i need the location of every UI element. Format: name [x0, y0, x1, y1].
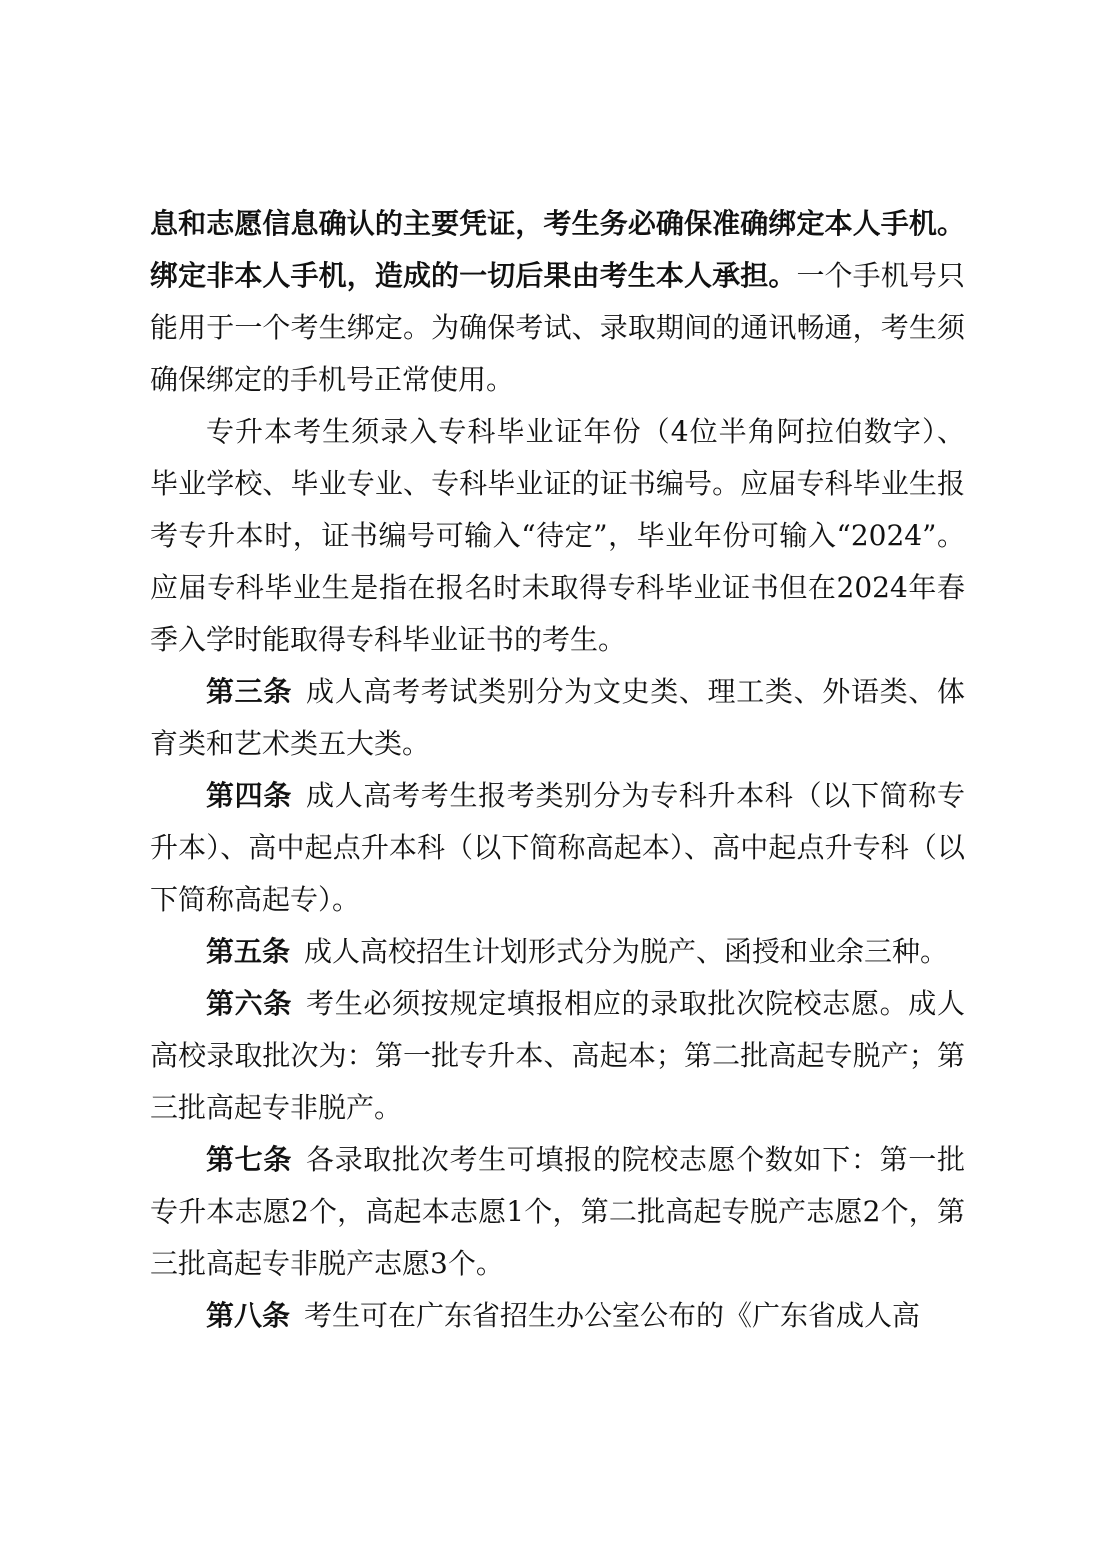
- article-number: 第三条: [206, 675, 293, 708]
- article-4: [150, 770, 965, 926]
- paragraph-graduation-info: [150, 406, 965, 666]
- paragraph-phone-binding: [150, 198, 965, 406]
- document-page: [150, 198, 965, 1342]
- article-number: 第六条: [206, 987, 293, 1020]
- article-8: [150, 1290, 965, 1342]
- article-text: 成人高考考生报考类别分为专科升本科（以下简称专升本）、高中起点升本科（以下简称高起本）、高中起点升专科（以下简称高起专）。: [150, 779, 965, 916]
- article-text: 考生可在广东省招生办公室公布的《广东省成人高: [304, 1299, 921, 1332]
- article-text: 成人高校招生计划形式分为脱产、函授和业余三种。: [304, 935, 949, 968]
- article-number: 第四条: [206, 779, 293, 812]
- paragraph-text: 专升本考生须录入专科毕业证年份（4位半角阿拉伯数字）、毕业学校、毕业专业、专科毕业证的证书编号。应届专科毕业生报考专升本时，证书编号可输入“待定”，毕业年份可输入“2024”。应届专科毕业生是指在报名时未取得专科毕业证书但在2024年春季入学时能取得专科毕业证书的考生。: [150, 415, 965, 656]
- article-7: [150, 1134, 965, 1290]
- article-number: 第七条: [206, 1143, 293, 1176]
- article-5: [150, 926, 965, 978]
- article-3: [150, 666, 965, 770]
- article-text: 成人高考考试类别分为文史类、理工类、外语类、体育类和艺术类五大类。: [150, 675, 965, 760]
- article-text: 各录取批次考生可填报的院校志愿个数如下：第一批专升本志愿2个，高起本志愿1个，第二批高起专脱产志愿2个，第三批高起专非脱产志愿3个。: [150, 1143, 965, 1280]
- article-text: 考生必须按规定填报相应的录取批次院校志愿。成人高校录取批次为：第一批专升本、高起本；第二批高起专脱产；第三批高起专非脱产。: [150, 987, 965, 1124]
- bold-notice: 息和志愿信息确认的主要凭证，考生务必确保准确绑定本人手机。绑定非本人手机，造成的一切后果由考生本人承担。: [150, 207, 965, 292]
- article-number: 第八条: [206, 1299, 291, 1332]
- article-number: 第五条: [206, 935, 291, 968]
- article-6: [150, 978, 965, 1134]
- paragraph-text: 一个手机号只能用于一个考生绑定。为确保考试、录取期间的通讯畅通，考生须确保绑定的手机号正常使用。: [150, 259, 965, 396]
